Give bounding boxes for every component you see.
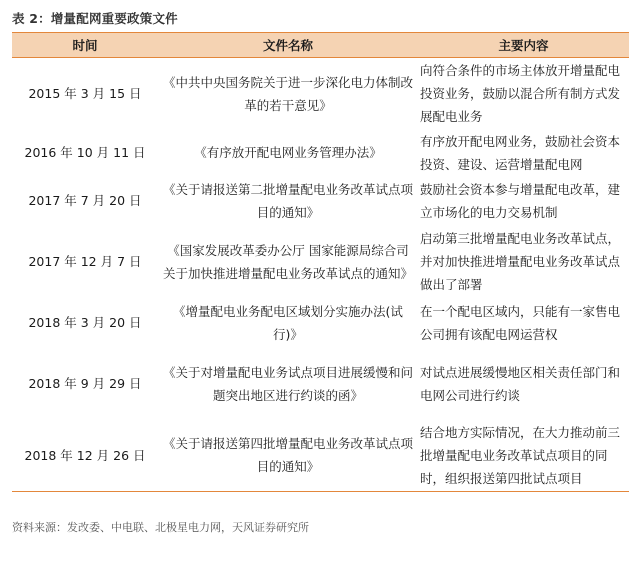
table-caption: 表 2：增量配网重要政策文件 bbox=[12, 11, 178, 26]
row-date: 2016 年 10 月 11 日 bbox=[24, 145, 146, 160]
row-name: 《关于请报送第四批增量配电业务改革试点项目的通知》 bbox=[158, 420, 418, 492]
table-body bbox=[12, 58, 629, 492]
policy-table bbox=[12, 32, 629, 492]
row-name: 《中共中央国务院关于进一步深化电力体制改革的若干意见》 bbox=[162, 74, 413, 113]
row-name: 《关于请报送第二批增量配电业务改革试点项目的通知》 bbox=[162, 181, 413, 220]
table-row bbox=[12, 420, 629, 492]
row-date: 2018 年 3 月 20 日 bbox=[28, 315, 142, 330]
row-content: 结合地方实际情况，在大力推动前三批增量配电业务改革试点项目的同时，组织报送第四批试点项目 bbox=[418, 420, 629, 492]
header-content: 主要内容 bbox=[418, 33, 629, 58]
table-row bbox=[12, 130, 629, 176]
row-name: 《增量配电业务配电区域划分实施办法(试行)》 bbox=[173, 303, 403, 342]
row-date: 2017 年 7 月 20 日 bbox=[28, 193, 142, 208]
row-content: 有序放开配电网业务，鼓励社会资本投资、建设、运营增量配电网 bbox=[420, 133, 621, 172]
table-row bbox=[12, 226, 629, 298]
row-name: 《国家发展改革委办公厅 国家能源局综合司关于加快推进增量配电业务改革试点的通知》 bbox=[162, 242, 413, 281]
row-content: 向符合条件的市场主体放开增量配电投资业务，鼓励以混合所有制方式发展配电业务 bbox=[420, 63, 621, 125]
row-date: 2018 年 12 月 26 日 bbox=[12, 420, 158, 492]
row-date: 2018 年 9 月 29 日 bbox=[28, 376, 142, 391]
row-content: 对试点进展缓慢地区相关责任部门和电网公司进行约谈 bbox=[420, 364, 621, 403]
row-date: 2017 年 12 月 7 日 bbox=[28, 254, 142, 269]
row-content: 启动第三批增量配电业务改革试点，并对加快推进增量配电业务改革试点做出了部署 bbox=[420, 231, 621, 292]
row-name: 《有序放开配电网业务管理办法》 bbox=[194, 145, 382, 160]
table-row bbox=[12, 58, 629, 130]
header-time: 时间 bbox=[12, 33, 158, 58]
header-name: 文件名称 bbox=[158, 33, 418, 58]
table-row bbox=[12, 176, 629, 226]
row-name: 《关于对增量配电业务试点项目进展缓慢和问题突出地区进行约谈的函》 bbox=[162, 364, 413, 403]
header-row bbox=[12, 33, 629, 58]
row-content: 在一个配电区域内，只能有一家售电公司拥有该配电网运营权 bbox=[420, 303, 621, 342]
row-date: 2015 年 3 月 15 日 bbox=[28, 86, 142, 102]
source-note: 资料来源：发改委、中电联、北极星电力网，天风证券研究所 bbox=[12, 521, 309, 534]
table-row bbox=[12, 298, 629, 348]
table-header bbox=[12, 33, 629, 58]
row-content: 鼓励社会资本参与增量配电改革，建立市场化的电力交易机制 bbox=[420, 181, 621, 220]
table-row bbox=[12, 348, 629, 420]
